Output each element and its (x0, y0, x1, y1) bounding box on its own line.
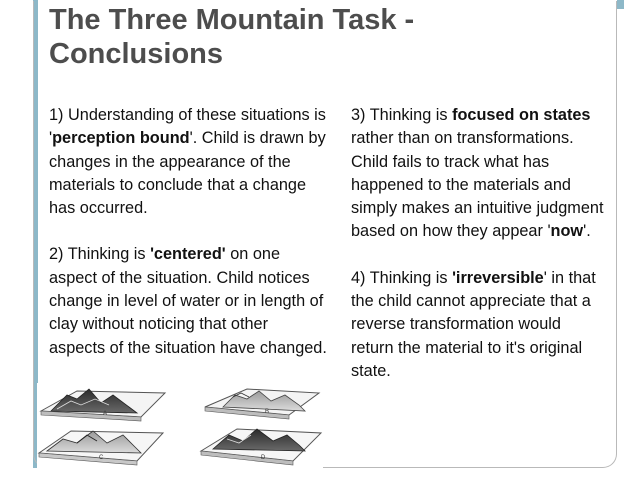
conclusion-4 (351, 267, 607, 383)
conclusion-4-quote: ' (543, 268, 547, 287)
accent-bar-right (617, 0, 624, 9)
right-column (351, 104, 607, 383)
conclusion-4-pre: 4) Thinking is (351, 268, 453, 287)
conclusion-3-mid: rather than on transformations. Child fails to track what has happened to the materials and simply makes an intuitive judgment based on how they appear (351, 129, 604, 241)
conclusion-2 (49, 243, 327, 359)
title-line-1: The Three Mountain Task - (49, 4, 415, 36)
conclusion-3-pre: 3) Thinking is (351, 106, 453, 124)
conclusion-2-pre: 2) Thinking is (49, 245, 151, 264)
title-line-2: Conclusions (49, 38, 224, 70)
mountain-diorama-illustration (37, 383, 323, 469)
figure-label-a: A (103, 411, 108, 417)
slide-title (49, 3, 609, 71)
conclusion-1-post: . Child is drawn by changes in the appearance of the materials to conclude that a change has occurred. (49, 129, 326, 218)
conclusion-1-bold: perception bound (52, 129, 190, 148)
diorama-top-right (205, 389, 319, 419)
conclusion-3-quote-open: ' (547, 222, 551, 241)
conclusion-4-bold: 'irreversible (452, 268, 544, 287)
conclusion-1-quote-open: ' (49, 129, 53, 148)
conclusion-1-quote-close: ' (189, 129, 193, 148)
conclusion-1 (49, 104, 327, 220)
figure-label-b: B (265, 409, 270, 415)
figure-label-c: C (99, 455, 104, 461)
conclusion-1-pre: 1) Understanding of these situations is (49, 106, 326, 124)
conclusion-2-post: on one aspect of the situation. Child notices change in level of water or in length of clay without noticing that other aspects of the situation have changed. (49, 245, 327, 357)
three-mountain-figure (37, 383, 323, 469)
conclusion-2-bold: 'centered' (150, 245, 226, 264)
conclusion-3 (351, 104, 607, 244)
left-column (49, 104, 327, 381)
conclusion-3-bold: focused on states (452, 106, 591, 124)
figure-label-d: D (261, 455, 266, 461)
conclusion-3-bold-2: now (550, 222, 584, 241)
conclusion-3-post: . (586, 222, 591, 241)
conclusion-3-quote-close: ' (583, 222, 587, 241)
conclusion-4-post: in that the child cannot appreciate that a reverse transformation would return the material to it's original state. (351, 268, 596, 380)
